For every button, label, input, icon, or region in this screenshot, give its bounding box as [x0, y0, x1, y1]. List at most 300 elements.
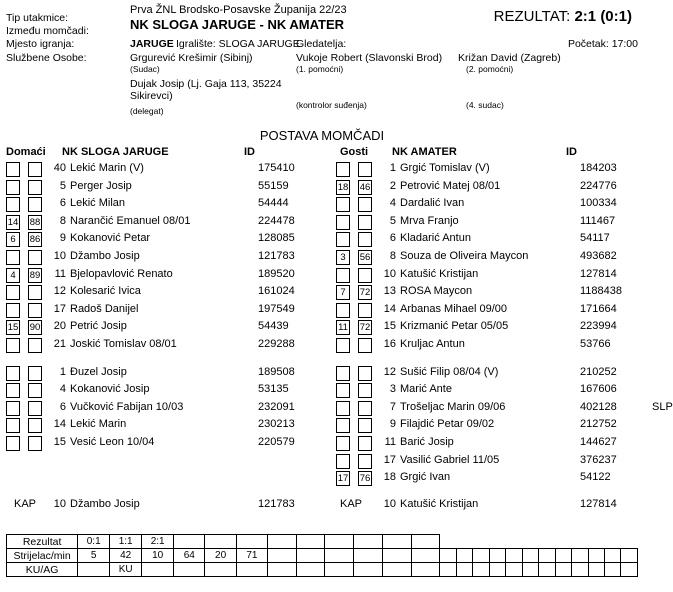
- table-row: [6, 383, 326, 401]
- sub-min-box[interactable]: 89: [29, 269, 41, 281]
- sub-in-box[interactable]: [6, 383, 20, 398]
- player-id: 121783: [258, 497, 295, 510]
- player-name: Arbanas Mihael 09/00: [400, 302, 508, 315]
- match-title: NK SLOGA JARUGE - NK AMATER: [130, 17, 345, 32]
- sub-min-box[interactable]: 56: [359, 251, 371, 263]
- sub-in-box[interactable]: [6, 162, 20, 177]
- score-grid: [6, 534, 638, 577]
- table-row: [6, 418, 326, 436]
- rezultat-cell[interactable]: [205, 535, 236, 549]
- table-row: [332, 320, 644, 338]
- player-name: Barić Josip: [400, 435, 454, 448]
- sub-min-box[interactable]: [358, 338, 372, 353]
- sub-min-box[interactable]: [28, 285, 42, 300]
- sub-min-box[interactable]: [358, 436, 372, 451]
- shirt-number: 10: [53, 249, 66, 262]
- sub-in-box[interactable]: [336, 162, 350, 177]
- player-id: 100334: [580, 197, 617, 210]
- table-row: [332, 197, 644, 215]
- sub-min-box[interactable]: 72: [359, 322, 371, 334]
- strijelac-cell[interactable]: [522, 549, 538, 563]
- table-row: [332, 268, 644, 286]
- sub-min-box[interactable]: [358, 401, 372, 416]
- sub-in-box[interactable]: 3: [336, 250, 350, 265]
- sub-in-box[interactable]: [336, 268, 350, 283]
- player-id: 127814: [580, 267, 617, 280]
- sub-min-box[interactable]: [28, 436, 42, 451]
- shirt-number: 4: [389, 197, 396, 210]
- rezultat-cell[interactable]: [382, 535, 411, 549]
- kickoff-time: Početak: 17:00: [567, 38, 638, 50]
- player-id: 127814: [580, 497, 617, 510]
- player-name: Souza de Oliveira Maycon: [400, 249, 529, 262]
- table-row: [332, 250, 644, 268]
- shirt-number: 5: [59, 179, 66, 192]
- player-id: 161024: [258, 285, 295, 298]
- shirt-number: 7: [389, 400, 396, 413]
- shirt-number: 3: [389, 383, 396, 396]
- rezultat-cell[interactable]: [236, 535, 267, 549]
- player-id: 53766: [580, 337, 611, 350]
- player-name: Joskić Tomislav 08/01: [70, 337, 177, 350]
- shirt-number: 10: [53, 497, 66, 510]
- divider: [332, 356, 644, 366]
- strijelac-cell[interactable]: [588, 549, 604, 563]
- shirt-number: 16: [383, 337, 396, 350]
- shirt-number: 6: [59, 400, 66, 413]
- kuag-cell[interactable]: [382, 563, 411, 577]
- table-row: [6, 197, 326, 215]
- home-column-header: [6, 146, 326, 162]
- player-name: Filajdić Petar 09/02: [400, 418, 495, 431]
- player-id: 171664: [580, 302, 617, 315]
- player-id: 121783: [258, 249, 295, 262]
- sub-min-box[interactable]: [28, 162, 42, 177]
- kuag-cell[interactable]: [604, 563, 620, 577]
- result-label: REZULTAT:: [493, 8, 571, 25]
- score-grid-table: [6, 534, 638, 577]
- sub-min-box[interactable]: [28, 401, 42, 416]
- player-name: Mrva Franjo: [400, 214, 459, 227]
- player-id: 167606: [580, 383, 617, 396]
- player-name: Radoš Danijel: [70, 302, 139, 315]
- player-id: 402128: [580, 400, 617, 413]
- home-team-column: [6, 146, 326, 516]
- fourth-official-role: (4. sudac): [466, 100, 504, 110]
- player-name: Katušić Kristijan: [400, 497, 479, 510]
- player-id: 223994: [580, 320, 617, 333]
- sub-min-box[interactable]: 86: [29, 234, 41, 246]
- strijelac-cell[interactable]: [572, 549, 588, 563]
- strijelac-cell[interactable]: [555, 549, 571, 563]
- sub-in-box[interactable]: [336, 197, 350, 212]
- player-id: 53135: [258, 383, 289, 396]
- sub-min-box[interactable]: [358, 268, 372, 283]
- sub-min-box[interactable]: [28, 250, 42, 265]
- sub-min-box[interactable]: [358, 383, 372, 398]
- player-id: 144627: [580, 435, 617, 448]
- league-name: Prva ŽNL Brodsko-Posavske Županija 22/23: [130, 4, 347, 16]
- kuag-cell[interactable]: [572, 563, 588, 577]
- shirt-number: 2: [389, 179, 396, 192]
- sub-in-box[interactable]: 14: [7, 216, 19, 228]
- strijelac-cell[interactable]: [456, 549, 472, 563]
- player-name: Đuzel Josip: [70, 365, 127, 378]
- sub-min-box[interactable]: [358, 303, 372, 318]
- referee-main: Grgurević Krešimir (Sibinj): [130, 52, 253, 64]
- kuag-cell[interactable]: [539, 563, 555, 577]
- rezultat-cell[interactable]: [325, 535, 354, 549]
- sub-in-box[interactable]: 18: [337, 181, 349, 193]
- lineups-title: POSTAVA MOMČADI: [259, 128, 385, 143]
- strijelac-cell[interactable]: [621, 549, 638, 563]
- sub-min-box[interactable]: [28, 366, 42, 381]
- strijelac-cell[interactable]: [604, 549, 620, 563]
- kuag-cell[interactable]: [142, 563, 174, 577]
- sub-min-box[interactable]: [28, 383, 42, 398]
- kuag-cell[interactable]: [205, 563, 236, 577]
- kuag-cell[interactable]: KU: [110, 563, 142, 577]
- table-row: [6, 366, 326, 384]
- strijelac-cell[interactable]: [489, 549, 505, 563]
- kuag-cell[interactable]: [411, 563, 440, 577]
- strijelac-cell[interactable]: [506, 549, 522, 563]
- table-row: [332, 436, 644, 454]
- sub-min-box[interactable]: [358, 454, 372, 469]
- shirt-number: 9: [389, 418, 396, 431]
- rezultat-cell[interactable]: [174, 535, 205, 549]
- strijelac-cell[interactable]: 20: [205, 549, 236, 563]
- player-name: Kolesarić Ivica: [70, 285, 141, 298]
- table-row: [332, 383, 644, 401]
- table-row: [6, 303, 326, 321]
- away-side-label: Gosti: [340, 146, 369, 158]
- kuag-cell[interactable]: [473, 563, 489, 577]
- sub-min-box[interactable]: [358, 197, 372, 212]
- rezultat-cell[interactable]: [411, 535, 440, 549]
- shirt-number: 11: [384, 435, 396, 448]
- player-name: ROSA Maycon: [400, 285, 473, 298]
- controller-role: (kontrolor suđenja): [296, 100, 367, 110]
- sub-min-box[interactable]: 46: [359, 181, 371, 193]
- sub-min-box[interactable]: 90: [29, 322, 41, 334]
- shirt-number: 21: [53, 337, 66, 350]
- kuag-cell[interactable]: [621, 563, 638, 577]
- player-name: Grgić Ivan: [400, 471, 451, 484]
- shirt-number: 15: [383, 320, 396, 333]
- shirt-number: 8: [59, 214, 66, 227]
- header-top: [6, 4, 638, 38]
- delegate-name: Dujak Josip (Lj. Gaja 113, 35224 Sikirevci): [130, 78, 282, 102]
- strijelac-cell[interactable]: [296, 549, 325, 563]
- result-block: [494, 8, 632, 25]
- sub-min-box[interactable]: [28, 303, 42, 318]
- shirt-number: 18: [383, 471, 396, 484]
- sub-min-box[interactable]: [358, 232, 372, 247]
- shirt-number: 11: [54, 267, 66, 280]
- kuag-cell[interactable]: [489, 563, 505, 577]
- table-row: [332, 454, 644, 472]
- away-column-header: [332, 146, 644, 162]
- player-name: Lekić Marin (V): [70, 162, 144, 174]
- shirt-number: 6: [389, 232, 396, 245]
- away-team-column: [332, 146, 673, 516]
- strijelac-cell[interactable]: [354, 549, 383, 563]
- assistant-referee-1-role: (1. pomoćni): [296, 64, 344, 74]
- away-captain-label: KAP: [340, 497, 363, 510]
- player-name: Lekić Milan: [70, 197, 126, 210]
- strijelac-cell[interactable]: [268, 549, 297, 563]
- shirt-number: 10: [383, 497, 396, 510]
- kuag-cell[interactable]: [354, 563, 383, 577]
- player-id: 1188438: [580, 285, 623, 298]
- delegate-role: (delegat): [130, 106, 164, 116]
- kuag-row-label: KU/AG: [7, 563, 78, 577]
- sub-in-box[interactable]: [6, 401, 20, 416]
- player-name: Petrović Matej 08/01: [400, 179, 501, 192]
- player-name: Kokanović Petar: [70, 232, 151, 245]
- home-captain-row: [6, 498, 326, 516]
- table-row: [6, 401, 326, 419]
- rezultat-cell[interactable]: [296, 535, 325, 549]
- sub-in-box[interactable]: [6, 436, 20, 451]
- sub-in-box[interactable]: [336, 232, 350, 247]
- table-row: [6, 180, 326, 198]
- player-id: 210252: [580, 365, 617, 378]
- sub-in-box[interactable]: [6, 197, 20, 212]
- player-id: 232091: [258, 400, 295, 413]
- rezultat-cell[interactable]: 0:1: [78, 535, 110, 549]
- label-mjesto-igranja: Mjesto igranja:: [6, 38, 75, 50]
- label-izmedju-momcadi: Između momčadi:: [6, 25, 89, 37]
- shirt-number: 14: [383, 302, 396, 315]
- shirt-number: 5: [389, 214, 396, 227]
- shirt-number: 1: [389, 162, 396, 174]
- sub-min-box[interactable]: [358, 418, 372, 433]
- kuag-cell[interactable]: [506, 563, 522, 577]
- sub-min-box[interactable]: [28, 418, 42, 433]
- kuag-cell[interactable]: [236, 563, 267, 577]
- sub-in-box[interactable]: 7: [336, 285, 350, 300]
- rezultat-cell[interactable]: 1:1: [110, 535, 142, 549]
- strijelac-cell[interactable]: [539, 549, 555, 563]
- player-id: 54122: [580, 471, 611, 484]
- away-captain-row: [332, 498, 644, 516]
- shirt-number: 17: [383, 453, 396, 466]
- kuag-row: [7, 563, 638, 577]
- player-id: 230213: [258, 418, 295, 431]
- strijelac-cell[interactable]: [411, 549, 440, 563]
- player-name: Kruljac Antun: [400, 337, 465, 350]
- strijelac-cell[interactable]: 64: [174, 549, 205, 563]
- sub-in-box[interactable]: [6, 338, 20, 353]
- rezultat-cell[interactable]: [354, 535, 383, 549]
- player-name: Narančić Emanuel 08/01: [70, 214, 191, 227]
- home-captain-label: KAP: [14, 497, 37, 510]
- table-row: [6, 285, 326, 303]
- player-name: Kokanović Josip: [70, 383, 150, 396]
- player-id: 493682: [580, 249, 617, 262]
- sub-min-box[interactable]: [28, 180, 42, 195]
- strijelac-cell[interactable]: [325, 549, 354, 563]
- home-side-label: Domaći: [6, 146, 46, 158]
- player-name: Bjelopavlović Renato: [70, 267, 173, 280]
- sub-in-box[interactable]: [6, 285, 20, 300]
- rezultat-cell[interactable]: 2:1: [142, 535, 174, 549]
- label-gledatelja: Gledatelja:: [296, 38, 347, 50]
- rezultat-cell[interactable]: [268, 535, 297, 549]
- strijelac-cell[interactable]: 71: [236, 549, 267, 563]
- shirt-number: 15: [53, 435, 66, 448]
- label-sluzbene-osobe: Službene Osobe:: [6, 52, 87, 64]
- kuag-cell[interactable]: [555, 563, 571, 577]
- referee-main-role: (Sudac): [130, 64, 160, 74]
- sub-in-box[interactable]: [6, 366, 20, 381]
- table-row: [332, 471, 644, 489]
- result-value: 2:1 (0:1): [574, 8, 632, 25]
- player-name: Katušić Kristijan: [400, 267, 479, 280]
- sub-min-box[interactable]: 76: [359, 473, 371, 485]
- shirt-number: 12: [383, 365, 396, 378]
- table-row: [6, 232, 326, 250]
- sub-min-box[interactable]: 72: [359, 287, 371, 299]
- sub-in-box[interactable]: [336, 401, 350, 416]
- kuag-cell[interactable]: [440, 563, 456, 577]
- table-row: [332, 180, 644, 198]
- table-row: [332, 366, 644, 384]
- player-id: 54439: [258, 320, 289, 333]
- venue-city: JARUGE: [130, 38, 174, 50]
- venue-field: Igralište: SLOGA JARUGE: [176, 38, 300, 50]
- rezultat-row: [7, 535, 638, 549]
- player-id: 55159: [258, 179, 289, 192]
- sub-min-box[interactable]: [28, 197, 42, 212]
- kuag-cell[interactable]: [588, 563, 604, 577]
- strijelac-cell[interactable]: [440, 549, 456, 563]
- shirt-number: 10: [383, 267, 396, 280]
- player-id: 376237: [580, 453, 617, 466]
- sub-min-box[interactable]: 88: [29, 216, 41, 228]
- shirt-number: 6: [59, 197, 66, 210]
- away-team-name: NK AMATER: [392, 146, 457, 158]
- strijelac-row: [7, 549, 638, 563]
- sub-in-box[interactable]: [6, 250, 20, 265]
- player-name: Trošeljac Marin 09/06: [400, 400, 506, 413]
- player-extra: SLP: [652, 400, 673, 413]
- home-team-name: NK SLOGA JARUGE: [62, 146, 169, 158]
- player-name: Lekić Marin: [70, 418, 127, 431]
- kuag-cell[interactable]: [268, 563, 297, 577]
- player-name: Dardalić Ivan: [400, 197, 465, 210]
- sub-in-box[interactable]: [6, 303, 20, 318]
- player-name: Kladarić Antun: [400, 232, 471, 245]
- kuag-cell[interactable]: [78, 563, 110, 577]
- sub-in-box[interactable]: 6: [6, 232, 20, 247]
- table-row: [332, 303, 644, 321]
- shirt-number: 14: [53, 418, 66, 431]
- sub-in-box[interactable]: [336, 383, 350, 398]
- home-id-header: ID: [244, 146, 255, 158]
- sub-in-box[interactable]: 4: [6, 268, 20, 283]
- player-name: Džambo Josip: [70, 497, 140, 510]
- table-row: [6, 320, 326, 338]
- table-row: [332, 338, 644, 356]
- kuag-cell[interactable]: [456, 563, 472, 577]
- sub-in-box[interactable]: [336, 215, 350, 230]
- strijelac-cell[interactable]: [382, 549, 411, 563]
- shirt-number: 20: [53, 320, 66, 333]
- table-row: [6, 436, 326, 454]
- player-id: 220579: [258, 435, 295, 448]
- player-id: 184203: [580, 162, 617, 174]
- shirt-number: 1: [59, 365, 66, 378]
- kuag-cell[interactable]: [174, 563, 205, 577]
- player-id: 189508: [258, 365, 295, 378]
- strijelac-cell[interactable]: 5: [78, 549, 110, 563]
- strijelac-cell[interactable]: 10: [142, 549, 174, 563]
- sub-min-box[interactable]: [358, 366, 372, 381]
- sub-min-box[interactable]: [358, 215, 372, 230]
- table-row: [332, 418, 644, 436]
- sub-in-box[interactable]: [6, 418, 20, 433]
- assistant-referee-1: Vukoje Robert (Slavonski Brod): [296, 52, 443, 64]
- player-id: 189520: [258, 267, 295, 280]
- shirt-number: 17: [53, 302, 66, 315]
- player-name: Perger Josip: [70, 179, 132, 192]
- strijelac-cell[interactable]: [473, 549, 489, 563]
- table-row: [6, 162, 326, 180]
- sub-min-box[interactable]: [358, 162, 372, 177]
- sub-in-box[interactable]: [336, 338, 350, 353]
- player-id: 54444: [258, 197, 289, 210]
- sub-in-box[interactable]: 15: [7, 322, 19, 334]
- assistant-referee-2-role: (2. pomoćni): [466, 64, 514, 74]
- sub-in-box[interactable]: [336, 366, 350, 381]
- sub-min-box[interactable]: [28, 338, 42, 353]
- lineups-columns: [6, 146, 673, 510]
- away-id-header: ID: [566, 146, 577, 158]
- kuag-cell[interactable]: [522, 563, 538, 577]
- table-row: [6, 215, 326, 233]
- shirt-number: 9: [59, 232, 66, 245]
- kuag-cell[interactable]: [296, 563, 325, 577]
- sub-in-box[interactable]: 17: [337, 473, 349, 485]
- table-row: [332, 285, 644, 303]
- table-row: [332, 232, 644, 250]
- player-id: 197549: [258, 302, 295, 315]
- kuag-cell[interactable]: [325, 563, 354, 577]
- sub-in-box[interactable]: 11: [336, 320, 350, 335]
- sub-in-box[interactable]: [336, 436, 350, 451]
- sub-in-box[interactable]: [336, 303, 350, 318]
- divider: [6, 356, 326, 366]
- player-name: Krizmanić Petar 05/05: [400, 320, 509, 333]
- sub-in-box[interactable]: [336, 454, 350, 469]
- strijelac-cell[interactable]: 42: [110, 549, 142, 563]
- player-id: 212752: [580, 418, 617, 431]
- table-row: [332, 215, 644, 233]
- table-row: [332, 400, 673, 419]
- player-name: Marić Ante: [400, 383, 452, 396]
- sub-in-box[interactable]: [336, 418, 350, 433]
- assistant-referee-2: Križan David (Zagreb): [458, 52, 561, 64]
- player-id: 229288: [258, 337, 295, 350]
- player-id: 128085: [258, 232, 295, 245]
- shirt-number: 40: [53, 162, 66, 174]
- sub-in-box[interactable]: [6, 180, 20, 195]
- player-name: Sušić Filip 08/04 (V): [400, 365, 499, 378]
- shirt-number: 12: [53, 285, 66, 298]
